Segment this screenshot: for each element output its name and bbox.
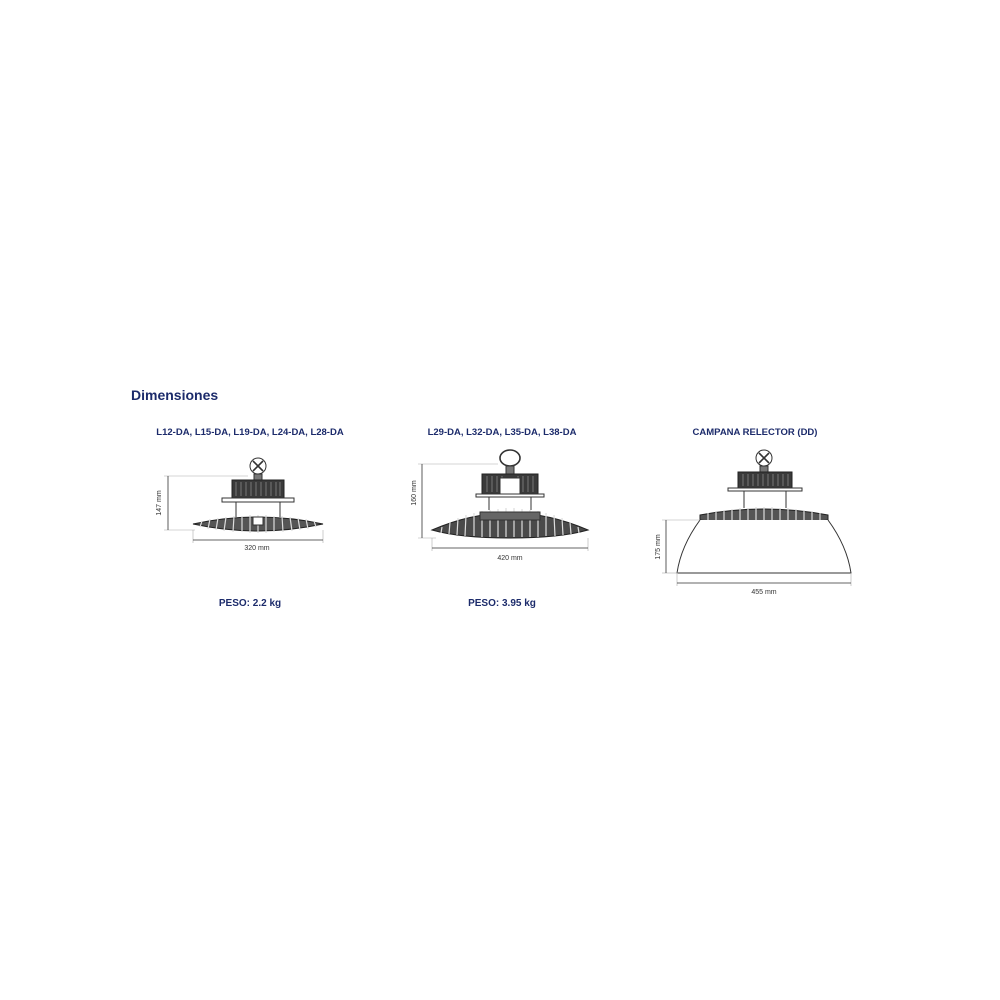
- section-title: Dimensiones: [131, 387, 219, 403]
- weight-label-1: PESO: 2.2 kg: [218, 598, 282, 609]
- model-title-1: L12-DA, L15-DA, L19-DA, L24-DA, L28-DA: [156, 427, 344, 438]
- model-title-2: L29-DA, L32-DA, L35-DA, L38-DA: [427, 427, 577, 438]
- model-title-3: CAMPANA RELECTOR (DD): [692, 427, 818, 438]
- lamp-drawing-1: [164, 458, 323, 543]
- height-label-2: 160 mm: [411, 480, 418, 506]
- weight-label-2: PESO: 3.95 kg: [468, 598, 536, 609]
- width-label-2: 420 mm: [497, 555, 523, 562]
- lamp-drawing-3: [662, 450, 851, 586]
- width-label-3: 455 mm: [751, 589, 777, 596]
- height-label-1: 147 mm: [156, 490, 163, 516]
- lamp-drawing-2: [418, 450, 588, 551]
- width-label-1: 320 mm: [244, 545, 270, 552]
- height-label-3: 175 mm: [655, 534, 662, 560]
